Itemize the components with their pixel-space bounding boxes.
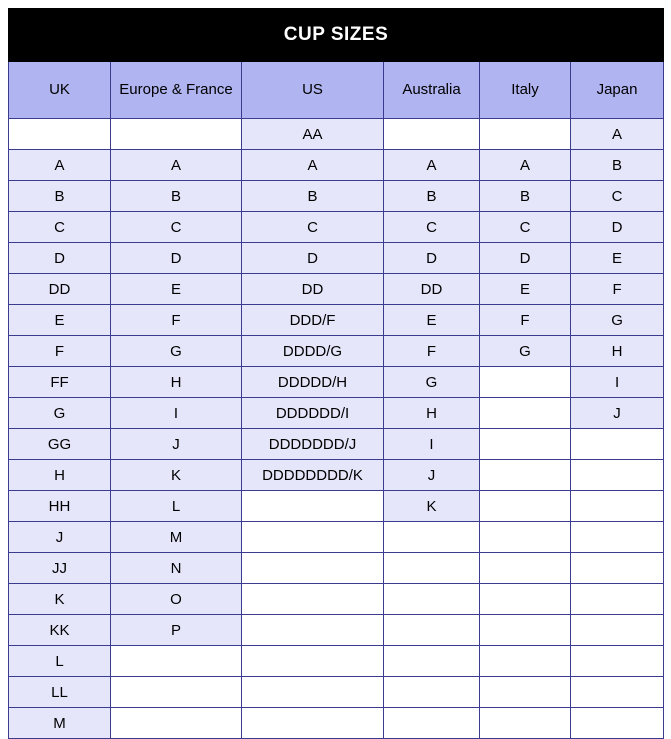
cell-au: I bbox=[384, 429, 480, 460]
column-header-au: Australia bbox=[384, 62, 480, 119]
cell-uk: KK bbox=[9, 615, 111, 646]
cell-jp bbox=[571, 429, 664, 460]
cell-it bbox=[480, 491, 571, 522]
cell-uk: FF bbox=[9, 367, 111, 398]
cell-eu bbox=[111, 646, 242, 677]
cell-uk: E bbox=[9, 305, 111, 336]
cell-jp bbox=[571, 708, 664, 739]
cell-eu: K bbox=[111, 460, 242, 491]
cell-us bbox=[242, 553, 384, 584]
cell-us: DDD/F bbox=[242, 305, 384, 336]
cell-eu: L bbox=[111, 491, 242, 522]
cell-au bbox=[384, 522, 480, 553]
cell-uk: K bbox=[9, 584, 111, 615]
cell-us: B bbox=[242, 181, 384, 212]
cell-uk: JJ bbox=[9, 553, 111, 584]
cell-uk: C bbox=[9, 212, 111, 243]
cell-au bbox=[384, 708, 480, 739]
cell-au bbox=[384, 646, 480, 677]
cell-au: J bbox=[384, 460, 480, 491]
cell-it: D bbox=[480, 243, 571, 274]
table-row bbox=[9, 429, 664, 460]
cell-it bbox=[480, 398, 571, 429]
table-row bbox=[9, 150, 664, 181]
cell-us: DDDDDDD/J bbox=[242, 429, 384, 460]
cell-eu: I bbox=[111, 398, 242, 429]
cell-it bbox=[480, 584, 571, 615]
cell-eu: C bbox=[111, 212, 242, 243]
cell-eu: H bbox=[111, 367, 242, 398]
cell-eu: M bbox=[111, 522, 242, 553]
cell-eu: G bbox=[111, 336, 242, 367]
table-row bbox=[9, 336, 664, 367]
cell-au bbox=[384, 677, 480, 708]
cell-uk: GG bbox=[9, 429, 111, 460]
table-row bbox=[9, 398, 664, 429]
cell-au: G bbox=[384, 367, 480, 398]
cell-eu: B bbox=[111, 181, 242, 212]
column-header-jp: Japan bbox=[571, 62, 664, 119]
cell-jp bbox=[571, 553, 664, 584]
cell-it bbox=[480, 429, 571, 460]
cell-jp: D bbox=[571, 212, 664, 243]
cell-au: B bbox=[384, 181, 480, 212]
cell-uk: HH bbox=[9, 491, 111, 522]
cell-au bbox=[384, 584, 480, 615]
cell-uk: D bbox=[9, 243, 111, 274]
cell-it bbox=[480, 367, 571, 398]
cell-uk: B bbox=[9, 181, 111, 212]
header-row bbox=[9, 62, 664, 119]
cell-jp: B bbox=[571, 150, 664, 181]
table-row bbox=[9, 119, 664, 150]
table-row bbox=[9, 615, 664, 646]
cell-uk: DD bbox=[9, 274, 111, 305]
table-head bbox=[9, 9, 664, 119]
cell-au: E bbox=[384, 305, 480, 336]
cell-au: DD bbox=[384, 274, 480, 305]
cell-jp bbox=[571, 615, 664, 646]
cell-eu: E bbox=[111, 274, 242, 305]
cell-jp: A bbox=[571, 119, 664, 150]
cup-sizes-table bbox=[8, 8, 664, 739]
cell-us bbox=[242, 708, 384, 739]
cell-us bbox=[242, 677, 384, 708]
cell-jp bbox=[571, 584, 664, 615]
cell-it: A bbox=[480, 150, 571, 181]
cell-eu bbox=[111, 708, 242, 739]
table-row bbox=[9, 305, 664, 336]
cell-jp bbox=[571, 677, 664, 708]
cell-us: DD bbox=[242, 274, 384, 305]
cell-au: C bbox=[384, 212, 480, 243]
cell-au bbox=[384, 553, 480, 584]
table-row bbox=[9, 491, 664, 522]
cell-jp: J bbox=[571, 398, 664, 429]
cell-it bbox=[480, 615, 571, 646]
cell-it: F bbox=[480, 305, 571, 336]
table-row bbox=[9, 677, 664, 708]
cell-us bbox=[242, 522, 384, 553]
cell-us bbox=[242, 584, 384, 615]
table-row bbox=[9, 584, 664, 615]
cell-us bbox=[242, 491, 384, 522]
column-header-it: Italy bbox=[480, 62, 571, 119]
cell-eu: N bbox=[111, 553, 242, 584]
cell-jp bbox=[571, 646, 664, 677]
table-row bbox=[9, 646, 664, 677]
cell-jp bbox=[571, 491, 664, 522]
cell-eu: F bbox=[111, 305, 242, 336]
cell-uk: LL bbox=[9, 677, 111, 708]
cell-uk bbox=[9, 119, 111, 150]
cell-it bbox=[480, 119, 571, 150]
table-row bbox=[9, 212, 664, 243]
cell-us bbox=[242, 615, 384, 646]
table-row bbox=[9, 522, 664, 553]
cell-it: G bbox=[480, 336, 571, 367]
cell-uk: L bbox=[9, 646, 111, 677]
table-row bbox=[9, 243, 664, 274]
cell-us: AA bbox=[242, 119, 384, 150]
table-row bbox=[9, 708, 664, 739]
cell-uk: H bbox=[9, 460, 111, 491]
cell-eu bbox=[111, 677, 242, 708]
cell-eu: D bbox=[111, 243, 242, 274]
cell-au: A bbox=[384, 150, 480, 181]
cell-au: F bbox=[384, 336, 480, 367]
cell-us: DDDDDDDD/K bbox=[242, 460, 384, 491]
column-header-uk: UK bbox=[9, 62, 111, 119]
cell-jp: G bbox=[571, 305, 664, 336]
cell-it: B bbox=[480, 181, 571, 212]
table-row bbox=[9, 367, 664, 398]
cell-jp bbox=[571, 460, 664, 491]
cell-it bbox=[480, 677, 571, 708]
cell-jp: C bbox=[571, 181, 664, 212]
cell-jp bbox=[571, 522, 664, 553]
cell-us: A bbox=[242, 150, 384, 181]
cell-jp: F bbox=[571, 274, 664, 305]
cell-eu: A bbox=[111, 150, 242, 181]
cell-au: H bbox=[384, 398, 480, 429]
cell-au: K bbox=[384, 491, 480, 522]
cell-uk: M bbox=[9, 708, 111, 739]
cell-it: C bbox=[480, 212, 571, 243]
cell-us: DDDDDD/I bbox=[242, 398, 384, 429]
table-body bbox=[9, 119, 664, 739]
table-row bbox=[9, 460, 664, 491]
cell-it bbox=[480, 646, 571, 677]
cell-it: E bbox=[480, 274, 571, 305]
cell-uk: J bbox=[9, 522, 111, 553]
cell-it bbox=[480, 522, 571, 553]
cell-eu: O bbox=[111, 584, 242, 615]
cell-eu: J bbox=[111, 429, 242, 460]
cell-us bbox=[242, 646, 384, 677]
cell-uk: G bbox=[9, 398, 111, 429]
cell-au bbox=[384, 615, 480, 646]
cell-jp: I bbox=[571, 367, 664, 398]
cell-us: D bbox=[242, 243, 384, 274]
cell-eu: P bbox=[111, 615, 242, 646]
table-row bbox=[9, 274, 664, 305]
cell-jp: E bbox=[571, 243, 664, 274]
page-title: CUP SIZES bbox=[9, 9, 664, 62]
cell-us: C bbox=[242, 212, 384, 243]
cell-us: DDDDD/H bbox=[242, 367, 384, 398]
table-row bbox=[9, 553, 664, 584]
cell-jp: H bbox=[571, 336, 664, 367]
cell-uk: F bbox=[9, 336, 111, 367]
cell-au bbox=[384, 119, 480, 150]
title-row bbox=[9, 9, 664, 62]
cell-us: DDDD/G bbox=[242, 336, 384, 367]
table-row bbox=[9, 181, 664, 212]
cell-uk: A bbox=[9, 150, 111, 181]
cell-eu bbox=[111, 119, 242, 150]
cell-it bbox=[480, 553, 571, 584]
cell-it bbox=[480, 460, 571, 491]
cell-au: D bbox=[384, 243, 480, 274]
column-header-us: US bbox=[242, 62, 384, 119]
cell-it bbox=[480, 708, 571, 739]
column-header-eu: Europe & France bbox=[111, 62, 242, 119]
